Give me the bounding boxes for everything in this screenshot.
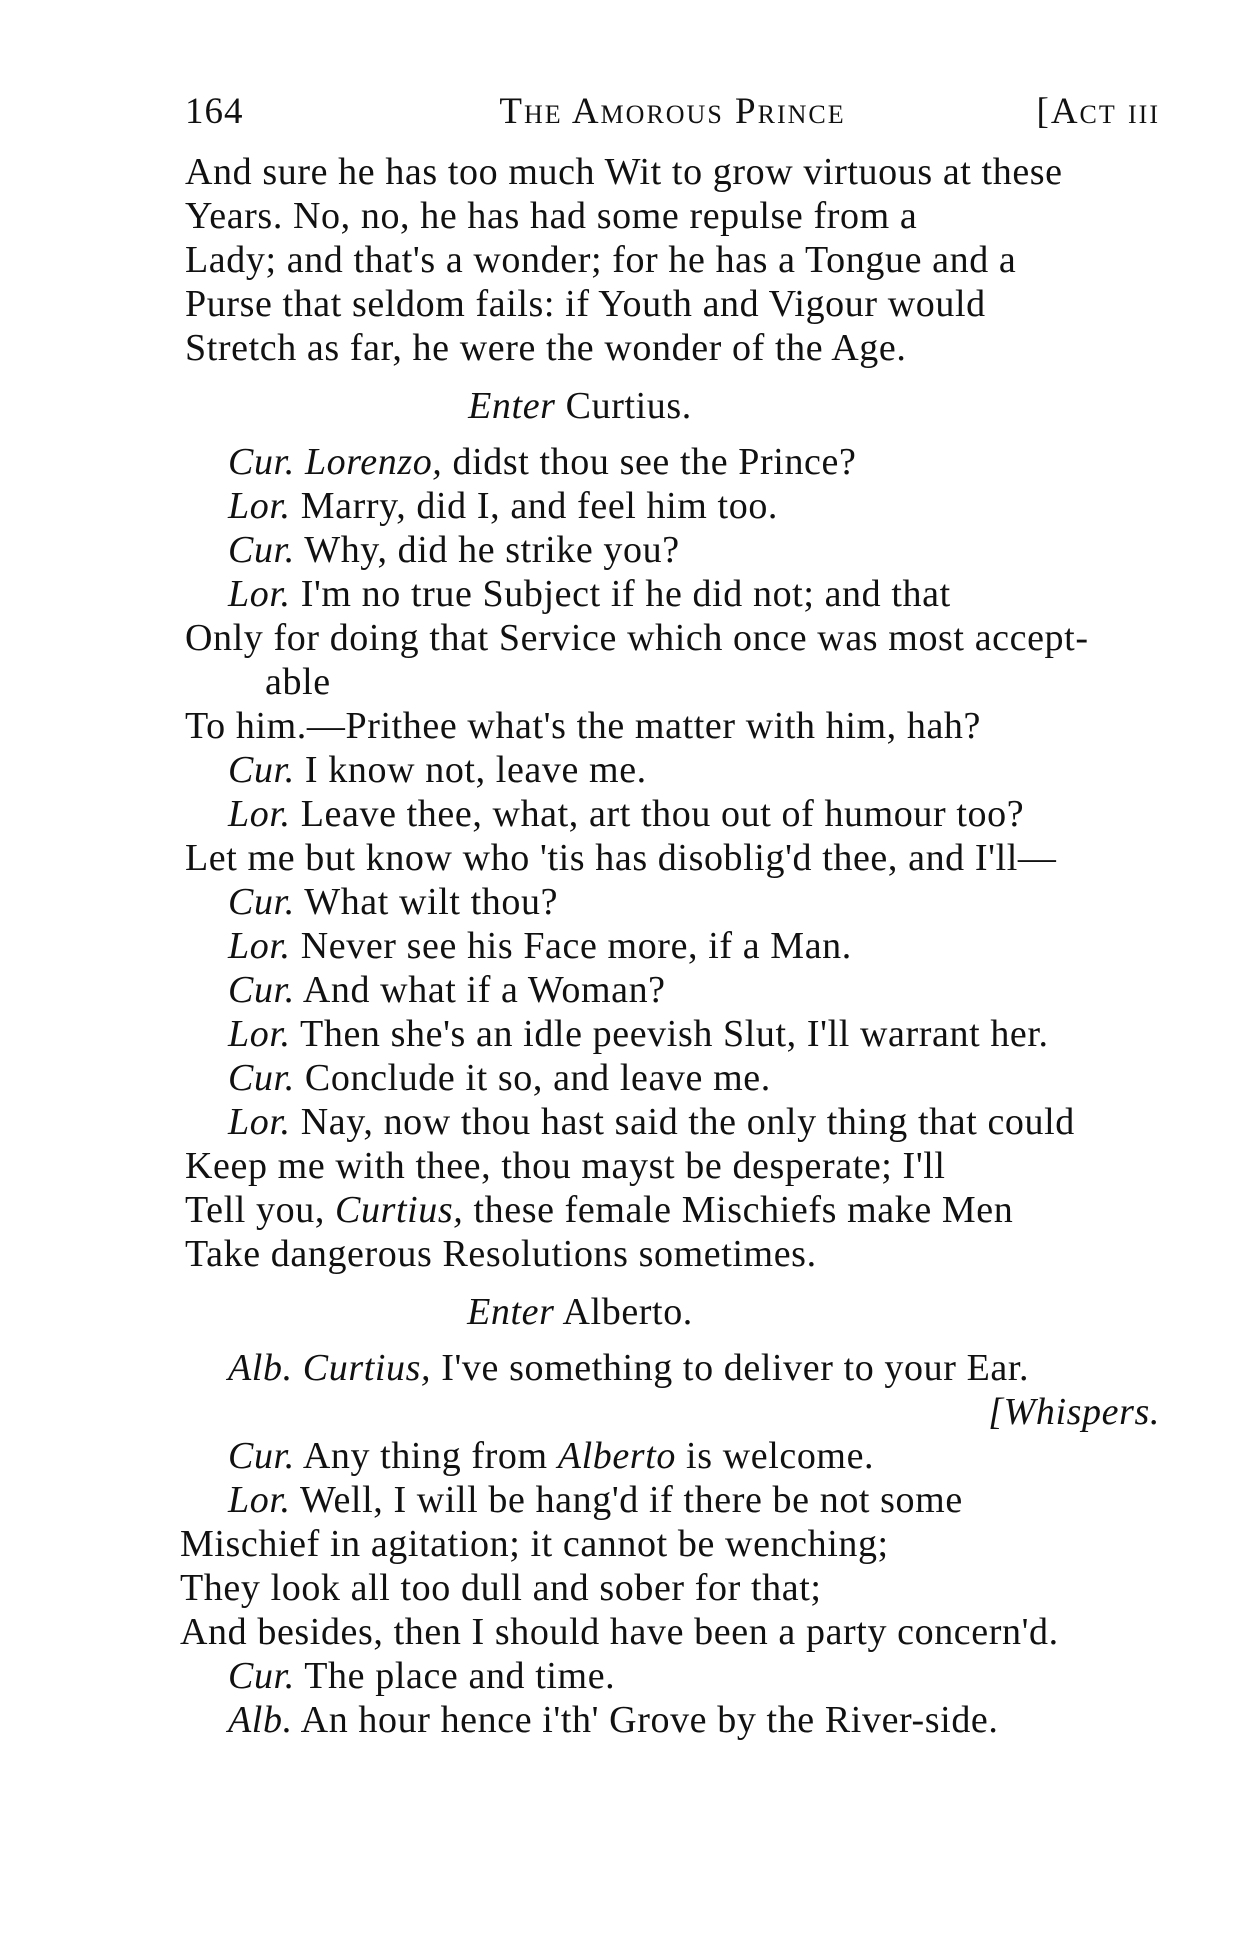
text-line: Stretch as far, he were the wonder of the Age. — [185, 327, 907, 369]
speaker: Cur. — [228, 1435, 295, 1477]
speaker: Cur. — [228, 881, 295, 923]
text-line: Tell you, Curtius, these female Mischiefs make Men — [185, 1189, 1014, 1231]
page-number: 164 — [185, 91, 244, 132]
text-line: Let me but know who 'tis has disoblig'd thee, and I'll— — [185, 837, 1057, 879]
speaker: Cur. — [228, 969, 295, 1011]
dialogue-line: Lor. I'm no true Subject if he did not; and that — [228, 573, 951, 615]
dialogue-line: Cur. What wilt thou? — [228, 881, 559, 923]
dialogue-line: Alb. Curtius, I've something to deliver to your Ear. — [228, 1347, 1030, 1389]
text-line: able — [265, 661, 331, 703]
text-line: They look all too dull and sober for that; — [180, 1567, 822, 1609]
text-line: And sure he has too much Wit to grow virtuous at these — [185, 151, 1063, 193]
running-header — [185, 90, 1160, 150]
text-line: Lady; and that's a wonder; for he has a Tongue and a — [185, 239, 1017, 281]
text-line: And besides, then I should have been a party concern'd. — [180, 1611, 1059, 1653]
dialogue-line: Lor. Then she's an idle peevish Slut, I'll warrant her. — [228, 1013, 1049, 1055]
speaker: Lor. — [228, 925, 291, 967]
dialogue-line: Alb. An hour hence i'th' Grove by the River-side. — [228, 1699, 999, 1741]
speaker: Cur. — [228, 1655, 295, 1697]
speaker: Alb. — [228, 1347, 293, 1389]
text-line: To him.—Prithee what's the matter with him, hah? — [185, 705, 981, 747]
dialogue-line: Lor. Never see his Face more, if a Man. — [228, 925, 852, 967]
dialogue-line: Lor. Leave thee, what, art thou out of humour too? — [228, 793, 1025, 835]
speaker: Cur. — [228, 529, 295, 571]
stage-direction-enter: Enter Curtius. — [468, 385, 692, 427]
text-line: Years. No, no, he has had some repulse from a — [185, 195, 918, 237]
text-line: Purse that seldom fails: if Youth and Vigour would — [185, 283, 986, 325]
dialogue-line: Lor. Well, I will be hang'd if there be not some — [228, 1479, 963, 1521]
speaker: Cur. — [228, 441, 295, 483]
text-line: Take dangerous Resolutions sometimes. — [185, 1233, 817, 1275]
act-label: [Act iii — [1036, 91, 1160, 132]
stage-direction-enter: Enter Alberto. — [467, 1291, 693, 1333]
speaker: Lor. — [228, 1101, 291, 1143]
dialogue-line: Cur. Why, did he strike you? — [228, 529, 680, 571]
speaker: Lor. — [228, 1479, 291, 1521]
text-line: Keep me with thee, thou mayst be desperate; I'll — [185, 1145, 946, 1187]
text-line: Mischief in agitation; it cannot be wenching; — [180, 1523, 889, 1565]
dialogue-line: Cur. The place and time. — [228, 1655, 616, 1697]
dialogue-line: Cur. Lorenzo, didst thou see the Prince? — [228, 441, 857, 483]
speaker: Cur. — [228, 749, 295, 791]
dialogue-line: Lor. Nay, now thou hast said the only thing that could — [228, 1101, 1075, 1143]
speaker: Lor. — [228, 573, 291, 615]
speaker: Lor. — [228, 793, 291, 835]
speaker: Alb. — [228, 1699, 293, 1741]
speaker: Cur. — [228, 1057, 295, 1099]
stage-direction-whispers: [Whispers. — [988, 1391, 1160, 1433]
speaker: Lor. — [228, 485, 291, 527]
dialogue-line: Cur. I know not, leave me. — [228, 749, 647, 791]
dialogue-line: Cur. And what if a Woman? — [228, 969, 666, 1011]
dialogue-line: Cur. Conclude it so, and leave me. — [228, 1057, 771, 1099]
text-line: Only for doing that Service which once was most accept- — [185, 617, 1089, 659]
running-title: The Amorous Prince — [499, 91, 846, 132]
dialogue-line: Cur. Any thing from Alberto is welcome. — [228, 1435, 875, 1477]
speaker: Lor. — [228, 1013, 291, 1055]
dialogue-line: Lor. Marry, did I, and feel him too. — [228, 485, 779, 527]
